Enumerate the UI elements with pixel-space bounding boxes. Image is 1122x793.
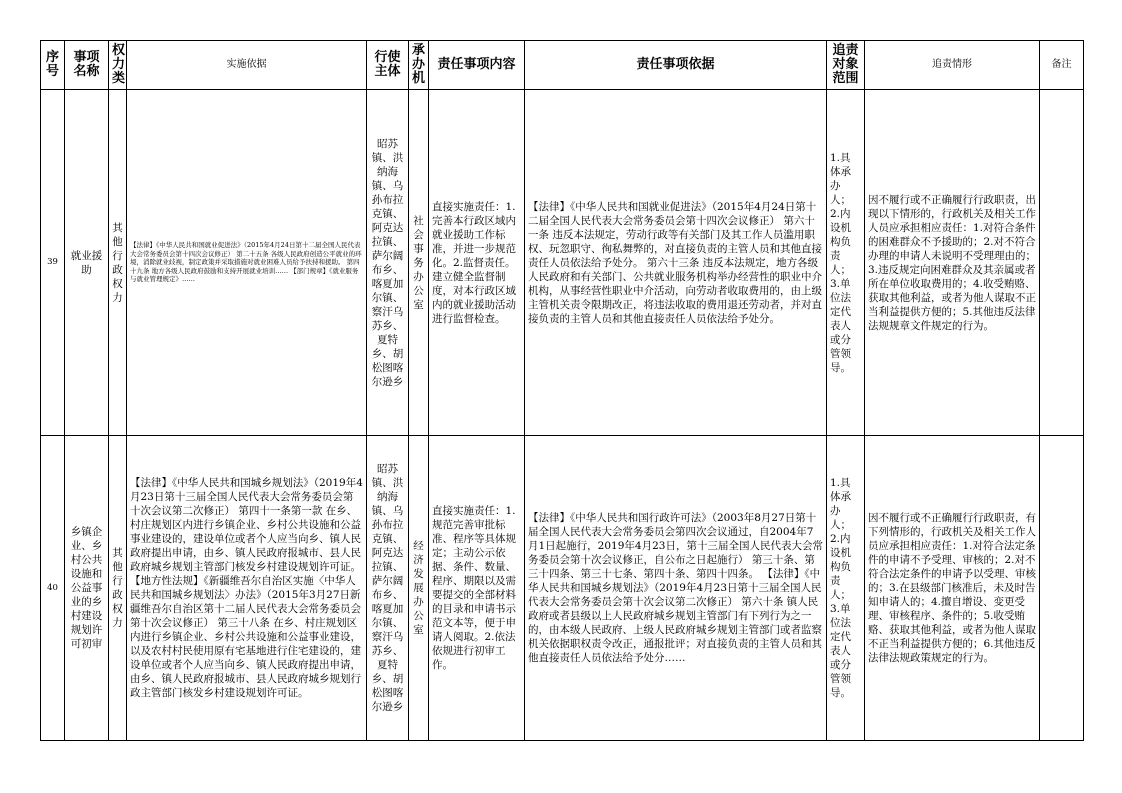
header-no: 序号 [41, 41, 65, 90]
header-row [41, 41, 1084, 90]
row-basis: 【法律】《中华人民共和国就业促进法》（2015年4月24日第十二届全国人民代表大会常务委员会第十四次会议修正） 第二十五条 各级人民政府创造公平就业的环境，消除就业歧视，制定政策并采取措施对就业困难人员给予扶持和援助。 第四十九条 地方各级人民政府鼓励和支持开展就业培训…… 【部门规章】《就业服务与就业管理规定》…… [127, 90, 367, 436]
row-subject: 昭苏镇、洪纳海镇、乌孙布拉克镇、阿克达拉镇、萨尔阔布乡、喀夏加尔镇、察汗乌苏乡、夏特乡、胡松图喀尔逊乡 [367, 90, 409, 436]
row-situation: 因不履行或不正确履行行政职责，有下列情形的，行政机关及相关工作人员应承担相应责任：1.对符合法定条件的申请不予受理、审核的；2.对不符合法定条件的申请予以受理、审核的；3.在县级部门核准后，未及时告知申请人的；4.擅自增设、变更受理、审核程序、条件的；5.收受贿赂、获取其他利益，或者为他人谋取不正当利益提供方便的；6.其他违反法律法规政策规定的行为。 [865, 436, 1040, 741]
row-dept: 社会事务办公室 [409, 90, 429, 436]
header-subject: 行使主体 [367, 41, 409, 90]
row-content: 直接实施责任：1.完善本行政区域内就业援助工作标准，并进一步规范化。2.监督责任。建立健全监督制度，对本行政区域内的就业援助活动进行监督检查。 [429, 90, 525, 436]
header-content: 责任事项内容 [429, 41, 525, 90]
row-name: 就业援助 [65, 90, 109, 436]
row-dept: 经济发展办公室 [409, 436, 429, 741]
row-no: 39 [41, 90, 65, 436]
row-basis: 【法律】《中华人民共和国城乡规划法》（2019年4月23日第十三届全国人民代表大会常务委员会第十次会议第二次修正） 第四十一条第一款 在乡、村庄规划区内进行乡镇企业、乡村公共设施和公益事业建设的，建设单位或者个人应当向乡、镇人民政府提出申请，由乡、镇人民政府报城市、县人民政府城乡规划主管部门核发乡村建设规划许可证。 【地方性法规】《新疆维吾尔自治区实施〈中华人民共和国城乡规划法〉办法》（2015年3月27日新疆维吾尔自治区第十二届人民代表大会常务委员会第十次会议修正） 第三十八条 在乡、村庄规划区内进行乡镇企业、乡村公共设施和公益事业建设，以及农村村民使用原有宅基地进行住宅建设的，建设单位或者个人应当向乡、镇人民政府提出申请，由乡、镇人民政府报城市、县人民政府城乡规划行政主管部门核发乡村建设规划许可证。 [127, 436, 367, 741]
header-basis: 实施依据 [127, 41, 367, 90]
row-remark [1040, 436, 1084, 741]
header-situation: 追责情形 [865, 41, 1040, 90]
row-resp-basis: 【法律】《中华人民共和国行政许可法》（2003年8月27日第十届全国人民代表大会常务委员会第四次会议通过，自2004年7月1日起施行，2019年4月23日，第十三届全国人民代表大会常务委员会第十次会议修正，自公布之日起施行） 第三十条、第三十四条、第三十七条、第四十条、第四十四条。 【法律】《中华人民共和国城乡规划法》（2019年4月23日第十三届全国人民代表大会常务委员会第十次会议第二次修正） 第六十条 镇人民政府或者县级以上人民政府城乡规划主管部门有下列行为之一的，由本级人民政府、上级人民政府城乡规划主管部门或者监察机关依据职权责令改正，通报批评；对直接负责的主管人员和其他直接责任人员依法给予处分…… [525, 436, 827, 741]
row-remark [1040, 90, 1084, 436]
row-content: 直接实施责任：1.规范完善审批标准、程序等具体规定；主动公示依据、条件、数量、程序、期限以及需要提交的全部材料的目录和申请书示范文本等，便于申请人阅取。2.依法依规进行初审工作。 [429, 436, 525, 741]
header-name: 事项名称 [65, 41, 109, 90]
row-type: 其他行政权力 [109, 90, 127, 436]
row-type: 其他行政权力 [109, 436, 127, 741]
responsibility-table [40, 40, 1084, 741]
header-remark: 备注 [1040, 41, 1084, 90]
header-type: 权力类 [109, 41, 127, 90]
header-dept: 承办机 [409, 41, 429, 90]
row-situation: 因不履行或不正确履行行政职责，出现以下情形的，行政机关及相关工作人员应承担相应责任：1.对符合条件的困难群众不予援助的；2.对不符合办理的申请人未说明不受理理由的；3.违反规定向困难群众及其亲属或者所在单位收取费用的；4.收受贿赂、获取其他利益，或者为他人谋取不正当利益提供方便的；5.其他违反法律法规规章文件规定的行为。 [865, 90, 1040, 436]
row-resp-basis: 【法律】《中华人民共和国就业促进法》（2015年4月24日第十二届全国人民代表大会常务委员会第十四次会议修正） 第六十一条 违反本法规定，劳动行政等有关部门及其工作人员滥用职权、玩忽职守、徇私舞弊的，对直接负责的主管人员和其他直接责任人员依法给予处分。 第六十三条 违反本法规定，地方各级人民政府和有关部门、公共就业服务机构举办经营性的职业中介机构，从事经营性职业中介活动，向劳动者收取费用的，由上级主管机关责令限期改正，将违法收取的费用退还劳动者，并对直接负责的主管人员和其他直接责任人员依法给予处分。 [525, 90, 827, 436]
row-no: 40 [41, 436, 65, 741]
table-row [41, 90, 1084, 436]
row-name: 乡镇企业、乡村公共设施和公益事业的乡村建设规划许可初审 [65, 436, 109, 741]
row-target: 1.具体承办人；2.内设机构负责人；3.单位法定代表人或分管领导。 [827, 436, 865, 741]
header-resp-basis: 责任事项依据 [525, 41, 827, 90]
row-target: 1.具体承办人；2.内设机构负责人；3.单位法定代表人或分管领导。 [827, 90, 865, 436]
table-row [41, 436, 1084, 741]
header-target: 追责对象范围 [827, 41, 865, 90]
row-subject: 昭苏镇、洪纳海镇、乌孙布拉克镇、阿克达拉镇、萨尔阔布乡、喀夏加尔镇、察汗乌苏乡、夏特乡、胡松图喀尔逊乡 [367, 436, 409, 741]
